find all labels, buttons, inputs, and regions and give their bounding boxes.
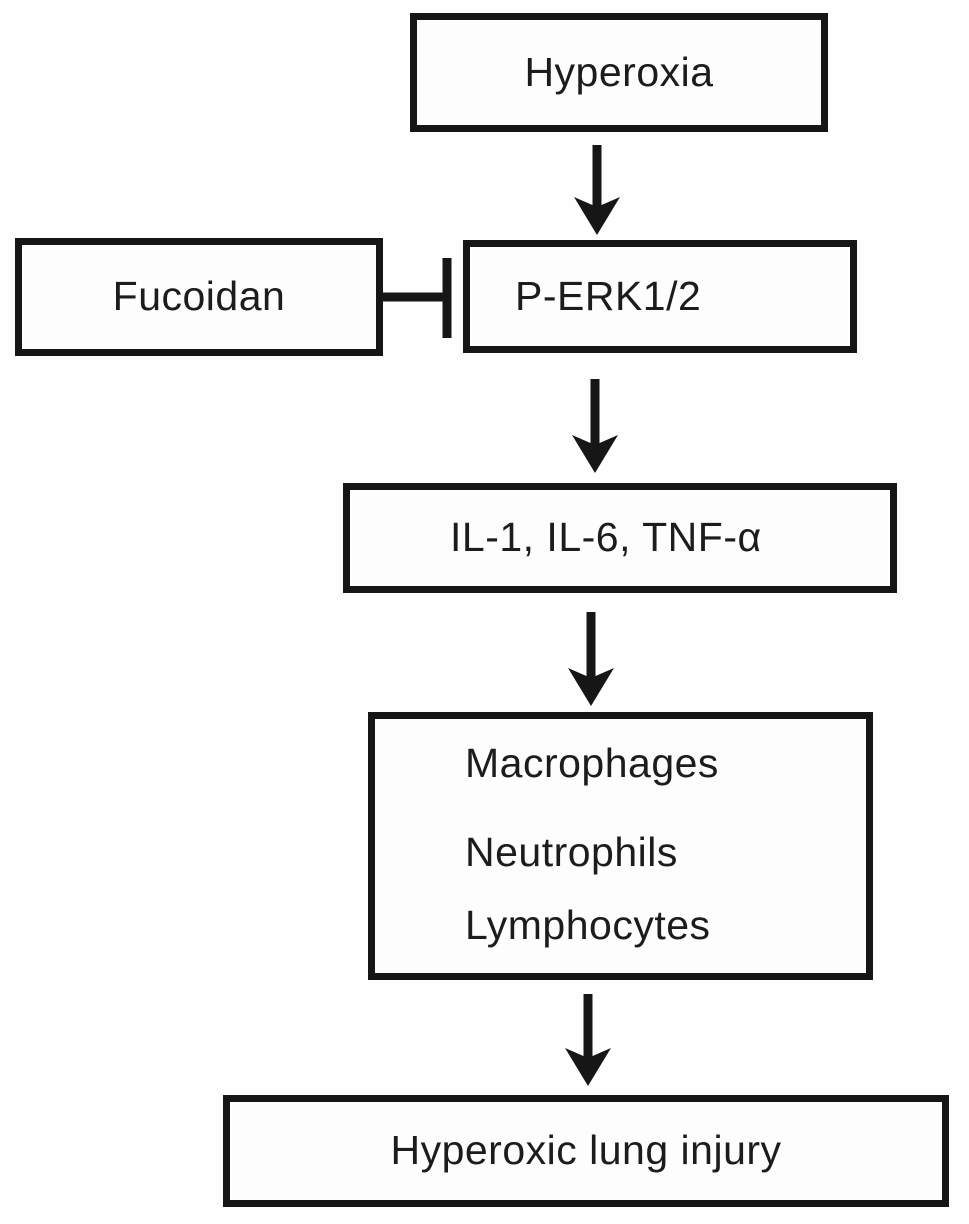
node-cells (368, 712, 873, 980)
node-hyperoxia (410, 13, 828, 132)
node-fucoidan-label: Fucoidan (112, 273, 286, 320)
inhibition-t-bar-icon (383, 254, 457, 342)
node-injury-label: Hyperoxic lung injury (390, 1127, 782, 1174)
node-cytokines-label: IL-1, IL-6, TNF-α (450, 514, 762, 561)
arrow-down-icon (565, 377, 625, 473)
node-perk-label: P-ERK1/2 (515, 272, 702, 319)
node-fucoidan (15, 238, 383, 356)
arrow-down-icon (567, 143, 627, 235)
node-perk (463, 240, 857, 353)
node-injury (223, 1095, 949, 1207)
node-hyperoxia-label: Hyperoxia (524, 48, 714, 95)
node-cells-line-lymphocytes: Lymphocytes (465, 902, 711, 949)
node-cells-line-macrophages: Macrophages (465, 740, 719, 786)
arrow-down-icon (558, 992, 618, 1086)
node-cytokines (343, 483, 897, 593)
arrow-down-icon (561, 610, 621, 706)
node-cells-line-neutrophils: Neutrophils (465, 829, 678, 876)
